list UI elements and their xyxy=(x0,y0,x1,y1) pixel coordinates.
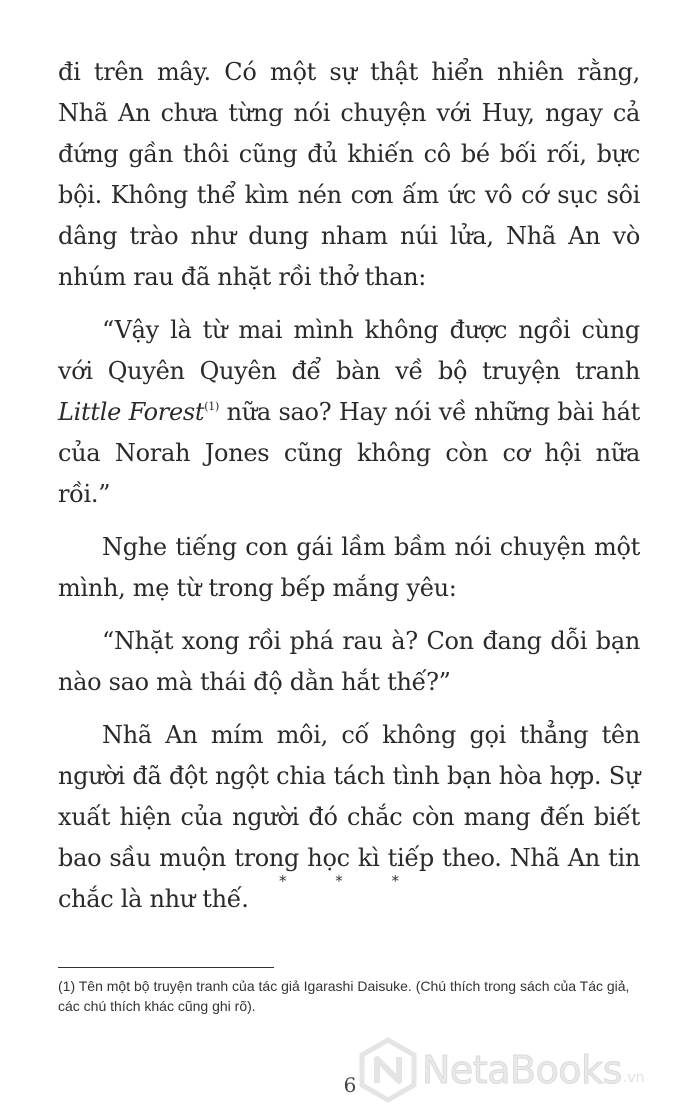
book-title-italic: Little Forest xyxy=(58,398,205,426)
paragraph-2 xyxy=(58,310,640,515)
page-body xyxy=(58,52,640,932)
paragraph-1: đi trên mây. Có một sự thật hiển nhiên rằng, Nhã An chưa từng nói chuyện với Huy, ngay cả đứng gần thôi cũng đủ khiến cô bé bối rối, bực bội. Không thể kìm nén cơn ấm ức vô cớ sục sôi dâng trào như dung nham núi lửa, Nhã An vò nhúm rau đã nhặt rồi thở than: xyxy=(58,58,640,291)
page-number: 6 xyxy=(343,1073,357,1097)
paragraph-3: Nghe tiếng con gái lầm bầm nói chuyện một mình, mẹ từ trong bếp mắng yêu: xyxy=(58,533,640,602)
watermark-text: NetaBooks xyxy=(422,1048,622,1092)
paragraph-4: “Nhặt xong rồi phá rau à? Con đang dỗi bạn nào sao mà thái độ dằn hắt thế?” xyxy=(58,627,640,696)
footnote-reference[interactable]: (1) xyxy=(204,400,219,413)
watermark xyxy=(358,1030,644,1110)
footnote-divider xyxy=(58,967,274,968)
paragraph-2-text-a: “Vậy là từ mai mình không được ngồi cùng với Quyên Quyên để bàn về bộ truyện tranh xyxy=(58,316,640,385)
footnote: (1) Tên một bộ truyện tranh của tác giả Igarashi Daisuke. (Chú thích trong sách của Tác giả, các chú thích khác cũng ghi rõ). xyxy=(58,978,630,1014)
paragraph-2-text-b: nữa sao? Hay nói về những bài hát của Norah Jones cũng không còn cơ hội nữa rồi.” xyxy=(58,398,641,508)
section-separator: * * * xyxy=(278,872,422,890)
watermark-suffix: .vn xyxy=(622,1070,645,1086)
paragraph-5: Nhã An mím môi, cố không gọi thẳng tên người đã đột ngột chia tách tình bạn hòa hợp. Sự xuất hiện của người đó chắc còn mang đến biết bao sầu muộn trong học kì tiếp theo. Nhã An tin chắc là như thế. xyxy=(58,721,640,913)
